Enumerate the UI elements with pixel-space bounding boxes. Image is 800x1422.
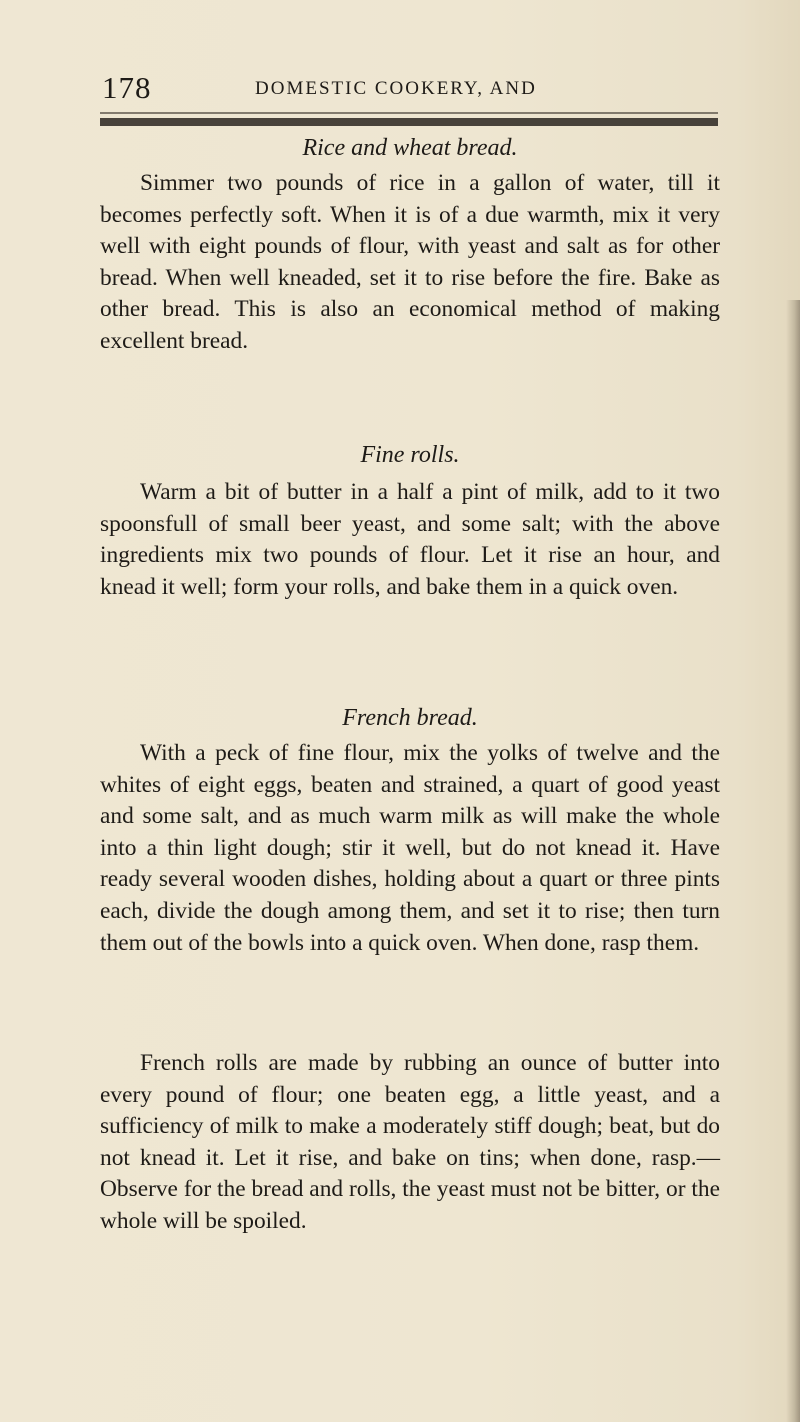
page-number: 178 bbox=[102, 70, 152, 105]
header-rule bbox=[100, 118, 718, 126]
section-heading: Rice and wheat bread. bbox=[302, 135, 518, 161]
header-rule-thin bbox=[100, 112, 718, 114]
section-heading-rice-and-wheat-bread bbox=[100, 133, 720, 165]
section-heading: French bread. bbox=[342, 705, 478, 731]
section-heading-fine-rolls bbox=[100, 440, 720, 472]
paragraph: Simmer two pounds of rice in a gallon of water, till it becomes perfectly soft. When it is of a due warmth, mix it very well with eight pounds of flour, with yeast and salt as for other bread. When well kneaded, set it to rise before the fire. Bake as other bread. This is also an economical method of making excellent bread. bbox=[100, 170, 720, 354]
page-edge-shadow bbox=[786, 300, 800, 1422]
section-body-french-bread bbox=[100, 738, 720, 959]
section-heading: Fine rolls. bbox=[360, 442, 460, 468]
paragraph: With a peck of fine flour, mix the yolks of twelve and the whites of eight eggs, beaten and strained, a quart of good yeast and some salt, and as much warm milk as will make the whole into a thin light dough; stir it well, but do not knead it. Have ready several wooden dishes, holding about a quart or three pints each, divide the dough among them, and set it to rise; then turn them out of the bowls into a quick oven. When done, rasp them. bbox=[100, 740, 720, 956]
paragraph: Warm a bit of butter in a half a pint of milk, add to it two spoonsfull of small beer yeast, and some salt; with the above ingredients mix two pounds of flour. Let it rise an hour, and knead it well; form your rolls, and bake them in a quick oven. bbox=[100, 479, 720, 600]
section-body-french-rolls bbox=[100, 1048, 720, 1238]
paragraph: French rolls are made by rubbing an ounce of butter into every pound of flour; one beaten egg, a little yeast, and a sufficiency of milk to make a moderately stiff dough; beat, but do not knead it. Let it rise, and bake on tins; when done, rasp.— Observe for the bread and rolls, the yeast must not be bitter, or the whole will be spoiled. bbox=[100, 1050, 720, 1234]
running-title: DOMESTIC COOKERY, AND bbox=[255, 78, 537, 99]
section-body-fine-rolls bbox=[100, 477, 720, 603]
section-heading-french-bread bbox=[100, 703, 720, 735]
page-header bbox=[0, 70, 800, 110]
section-body-rice-and-wheat-bread bbox=[100, 168, 720, 358]
